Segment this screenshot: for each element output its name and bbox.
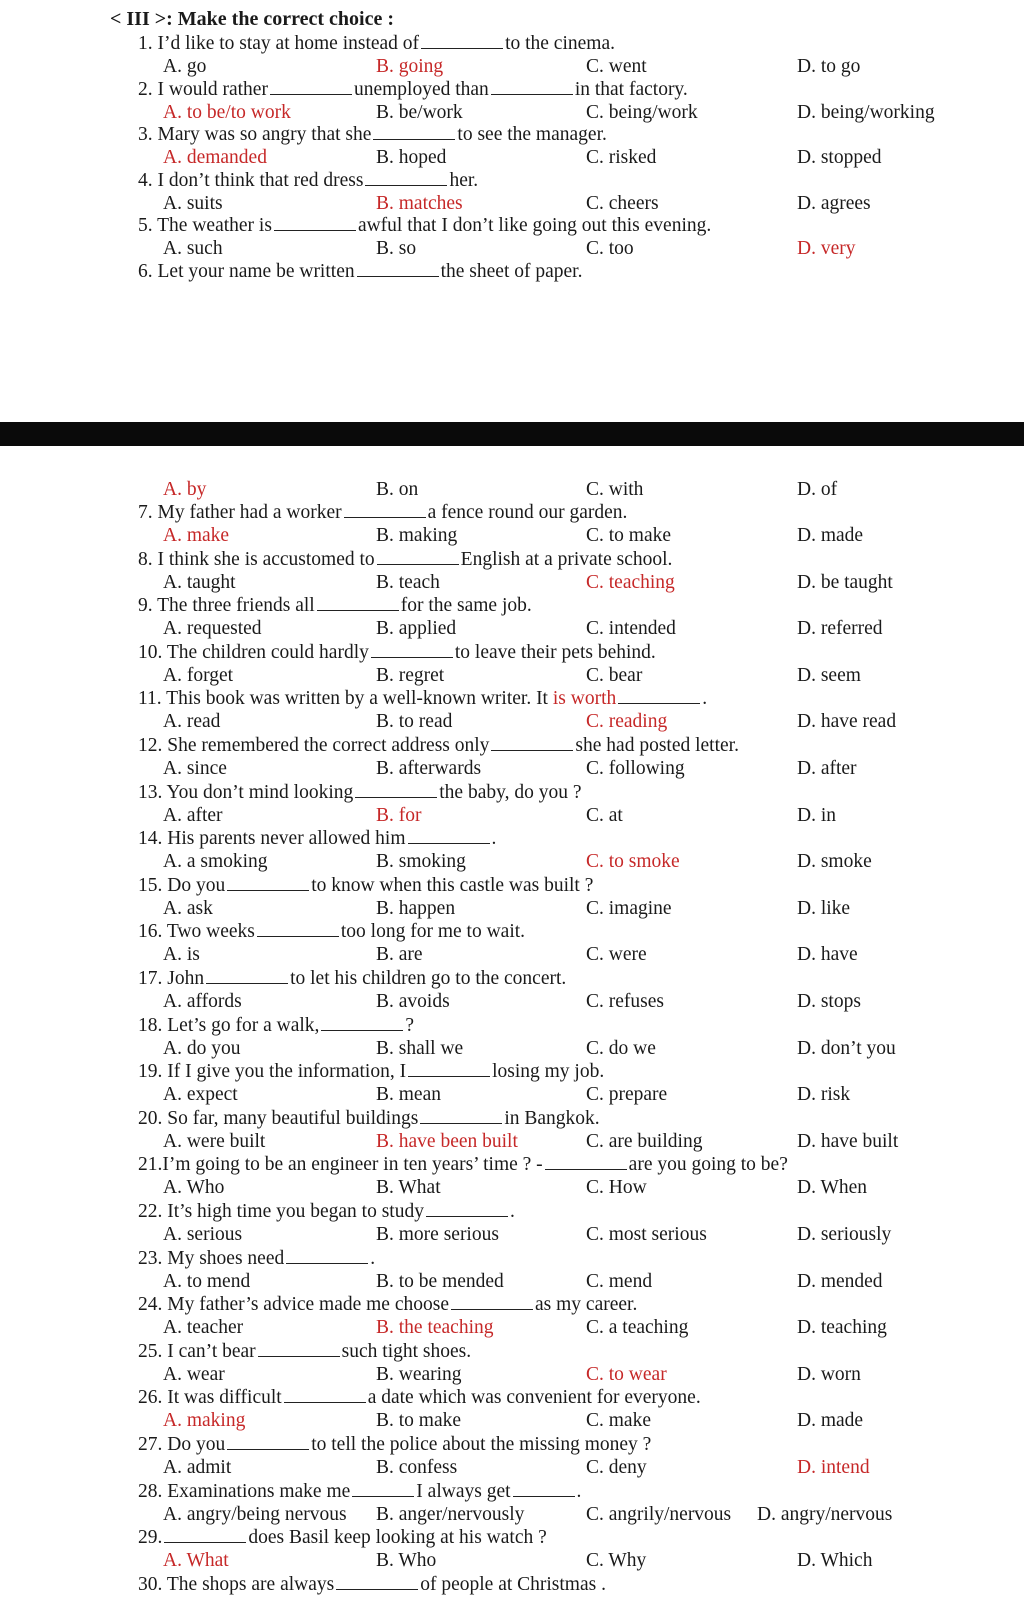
option-d[interactable]: D. mended: [797, 1270, 883, 1292]
option-a[interactable]: A. angry/being nervous: [163, 1503, 347, 1525]
option-a[interactable]: A. make: [163, 525, 230, 546]
stem-text: 5. The weather is: [138, 215, 272, 236]
question-9-options: [0, 617, 1024, 640]
option-c[interactable]: C. prepare: [586, 1084, 668, 1106]
stem-text: are you going to be?: [628, 1154, 788, 1176]
question-4-options: [0, 192, 1024, 215]
stem-text: 10. The children could hardly: [138, 641, 369, 663]
stem-text: awful that I don’t like going out this evening.: [357, 215, 712, 236]
option-d[interactable]: D. seriously: [797, 1224, 892, 1245]
option-a[interactable]: A. forget: [163, 664, 234, 686]
stem-text: of people at Christmas .: [420, 1573, 606, 1595]
stem-text: for the same job.: [400, 595, 532, 617]
option-d[interactable]: D. of: [797, 479, 838, 500]
question-19-options: [0, 1083, 1024, 1106]
question-8-stem: [138, 548, 672, 571]
option-c[interactable]: C. imagine: [586, 897, 672, 919]
section-heading: < III >: Make the correct choice :: [110, 8, 394, 30]
question-26-options: [0, 1409, 1024, 1432]
question-22-options: [0, 1223, 1024, 1246]
option-b[interactable]: B. to be mended: [376, 1270, 504, 1292]
question-25-options: [0, 1363, 1024, 1386]
stem-text: 28. Examinations make me: [138, 1480, 351, 1502]
option-d[interactable]: D. stopped: [797, 147, 882, 168]
question-1-options: [0, 55, 1024, 78]
stem-text: 30. The shops are always: [138, 1573, 335, 1595]
stem-text: 11. This book was written by a well-known writer. It: [138, 688, 553, 710]
stem-text: 7. My father had a worker: [138, 502, 342, 523]
option-b[interactable]: B. anger/nervously: [376, 1503, 525, 1525]
question-10-stem: [138, 641, 656, 664]
option-d[interactable]: D. intend: [797, 1457, 870, 1478]
answer-blank[interactable]: [377, 549, 459, 565]
option-a[interactable]: A. suits: [163, 192, 223, 214]
stem-text: 17. John: [138, 968, 205, 989]
option-d[interactable]: D. Which: [797, 1550, 873, 1572]
option-b[interactable]: B. to read: [376, 711, 453, 733]
question-11-stem: [138, 687, 707, 710]
option-c[interactable]: C. mend: [586, 1270, 653, 1292]
answer-blank[interactable]: [371, 642, 453, 658]
question-5-stem: [138, 214, 711, 237]
option-a[interactable]: A. read: [163, 711, 221, 733]
option-c[interactable]: C. a teaching: [586, 1317, 689, 1339]
option-d[interactable]: D. teaching: [797, 1317, 887, 1339]
question-27-stem: [138, 1433, 651, 1456]
option-d[interactable]: D. be taught: [797, 571, 893, 593]
stem-text: a fence round our garden.: [427, 502, 628, 523]
question-17-stem: [138, 967, 566, 990]
question-14-stem: [138, 827, 496, 850]
answer-blank[interactable]: [227, 1434, 309, 1450]
option-a[interactable]: A. to be/to work: [163, 101, 291, 123]
answer-blank[interactable]: [258, 1341, 340, 1357]
question-12-stem: [138, 734, 739, 757]
option-d[interactable]: D. stops: [797, 991, 861, 1012]
stem-text: .: [576, 1480, 582, 1502]
answer-blank[interactable]: [270, 79, 352, 95]
option-c[interactable]: C. being/work: [586, 101, 698, 123]
stem-text: as my career.: [535, 1294, 638, 1316]
option-d[interactable]: D. When: [797, 1177, 868, 1199]
option-d[interactable]: D. smoke: [797, 851, 872, 873]
option-a[interactable]: A. to mend: [163, 1270, 251, 1292]
answer-blank[interactable]: [344, 502, 426, 518]
question-16-options: [0, 943, 1024, 966]
option-b[interactable]: B. hoped: [376, 147, 447, 168]
stem-text: to the cinema.: [505, 33, 615, 54]
option-c[interactable]: C. How: [586, 1177, 647, 1199]
answer-blank[interactable]: [373, 124, 455, 140]
black-divider-bar: [0, 422, 1024, 446]
question-5-options: [0, 237, 1024, 260]
question-12-options: [0, 757, 1024, 780]
question-15-stem: [138, 874, 593, 897]
option-a[interactable]: A. wear: [163, 1363, 225, 1385]
worksheet-bottom: [0, 446, 1024, 1621]
stem-text: 24. My father’s advice made me choose: [138, 1294, 449, 1316]
question-27-options: [0, 1456, 1024, 1479]
question-3-stem: [138, 123, 607, 146]
option-c[interactable]: C. cheers: [586, 192, 659, 214]
answer-blank[interactable]: [426, 1201, 508, 1217]
option-a[interactable]: A. after: [163, 804, 223, 826]
option-d[interactable]: D. agrees: [797, 192, 871, 214]
answer-blank[interactable]: [420, 1108, 502, 1124]
option-b[interactable]: B. confess: [376, 1457, 458, 1478]
stem-text: 23. My shoes need: [138, 1247, 285, 1269]
stem-text: 26. It was difficult: [138, 1387, 282, 1409]
answer-blank[interactable]: [513, 1481, 575, 1497]
option-a[interactable]: A. requested: [163, 618, 262, 640]
question-6-options-continued: [0, 478, 1024, 501]
option-c[interactable]: C. to smoke: [586, 851, 680, 873]
answer-blank[interactable]: [357, 261, 439, 277]
question-24-options: [0, 1316, 1024, 1339]
option-d[interactable]: D. after: [797, 758, 857, 779]
answer-blank[interactable]: [336, 1574, 418, 1590]
option-b[interactable]: B. for: [376, 804, 422, 826]
stem-text: 13. You don’t mind looking: [138, 781, 354, 803]
option-c[interactable]: C. with: [586, 479, 644, 500]
option-b[interactable]: B. mean: [376, 1084, 441, 1106]
stem-text: .: [491, 828, 497, 850]
stem-text: 3. Mary was so angry that she: [138, 124, 372, 145]
question-29-stem: [138, 1526, 547, 1549]
stem-text: 12. She remembered the correct address only: [138, 735, 490, 756]
question-11-options: [0, 710, 1024, 733]
option-a[interactable]: A. is: [163, 944, 200, 966]
option-b[interactable]: B. on: [376, 479, 419, 500]
answer-blank[interactable]: [491, 79, 573, 95]
stem-text: 25. I can’t bear: [138, 1340, 256, 1362]
stem-text: a date which was convenient for everyone.: [367, 1387, 701, 1409]
option-d[interactable]: D. have: [797, 944, 858, 966]
option-b[interactable]: B. What: [376, 1177, 441, 1199]
option-a[interactable]: A. Who: [163, 1177, 225, 1199]
option-b[interactable]: B. the teaching: [376, 1317, 494, 1339]
answer-blank[interactable]: [365, 170, 447, 186]
stem-text: 1. I’d like to stay at home instead of: [138, 33, 420, 54]
question-13-options: [0, 804, 1024, 827]
option-c[interactable]: C. to wear: [586, 1363, 667, 1385]
stem-text: too long for me to wait.: [340, 921, 526, 943]
stem-text: to see the manager.: [457, 124, 607, 145]
answer-blank[interactable]: [355, 782, 437, 798]
option-d[interactable]: D. like: [797, 897, 851, 919]
option-d[interactable]: D. very: [797, 238, 856, 259]
option-d[interactable]: D. worn: [797, 1363, 861, 1385]
option-a[interactable]: A. go: [163, 56, 207, 77]
answer-blank[interactable]: [408, 828, 490, 844]
question-16-stem: [138, 920, 525, 943]
stem-text: 21.I’m going to be an engineer in ten years’ time ? -: [138, 1154, 543, 1176]
option-c[interactable]: C. do we: [586, 1037, 656, 1059]
stem-text: losing my job.: [492, 1061, 605, 1083]
stem-text: .: [702, 688, 708, 710]
option-c[interactable]: C. following: [586, 758, 685, 779]
option-c[interactable]: C. bear: [586, 664, 643, 686]
option-d[interactable]: D. don’t you: [797, 1037, 896, 1059]
option-b[interactable]: B. matches: [376, 192, 463, 214]
option-c[interactable]: C. to make: [586, 525, 672, 546]
stem-text: her.: [449, 169, 479, 191]
stem-text: 19. If I give you the information, I: [138, 1061, 407, 1083]
stem-text: to tell the police about the missing money ?: [311, 1434, 652, 1455]
option-c[interactable]: C. went: [586, 56, 647, 77]
option-c[interactable]: C. angrily/nervous: [586, 1503, 732, 1525]
option-d[interactable]: D. made: [797, 525, 864, 546]
option-a[interactable]: A. a smoking: [163, 851, 268, 873]
answer-blank[interactable]: [545, 1154, 627, 1170]
option-b[interactable]: B. have been built: [376, 1130, 518, 1152]
question-23-stem: [138, 1247, 375, 1270]
question-1-stem: [138, 32, 615, 55]
option-c[interactable]: C. were: [586, 944, 647, 966]
option-b[interactable]: B. are: [376, 944, 423, 966]
stem-text: I always get: [416, 1480, 511, 1502]
question-21-stem: [138, 1153, 788, 1176]
option-b[interactable]: B. avoids: [376, 991, 450, 1012]
question-20-options: [0, 1130, 1024, 1153]
stem-text: 14. His parents never allowed him: [138, 828, 406, 850]
question-28-stem: [138, 1480, 581, 1503]
stem-text: in that factory.: [574, 78, 688, 100]
option-c[interactable]: C. too: [586, 238, 634, 259]
option-a[interactable]: A. were built: [163, 1130, 266, 1152]
option-a[interactable]: A. by: [163, 479, 207, 500]
question-17-options: [0, 990, 1024, 1013]
stem-text: to know when this castle was built ?: [311, 874, 594, 896]
option-d[interactable]: D. have read: [797, 711, 897, 733]
option-b[interactable]: B. Who: [376, 1550, 437, 1572]
answer-blank[interactable]: [164, 1527, 246, 1543]
option-c[interactable]: C. are building: [586, 1130, 703, 1152]
stem-text: 9. The three friends all: [138, 595, 315, 617]
option-b[interactable]: B. shall we: [376, 1037, 464, 1059]
option-a[interactable]: A. expect: [163, 1084, 238, 1106]
stem-text: such tight shoes.: [341, 1340, 472, 1362]
option-b[interactable]: B. be/work: [376, 101, 463, 123]
stem-text: unemployed than: [353, 78, 489, 100]
question-26-stem: [138, 1386, 701, 1409]
option-c[interactable]: C. Why: [586, 1550, 647, 1572]
question-23-options: [0, 1270, 1024, 1293]
option-b[interactable]: B. so: [376, 238, 417, 259]
stem-text: in Bangkok.: [504, 1107, 600, 1129]
question-2-stem: [138, 78, 688, 101]
answer-blank[interactable]: [408, 1061, 490, 1077]
stem-text: 2. I would rather: [138, 78, 268, 100]
option-a[interactable]: A. serious: [163, 1224, 243, 1245]
option-d[interactable]: D. being/working: [797, 101, 935, 123]
option-c[interactable]: C. deny: [586, 1457, 647, 1478]
question-18-stem: [138, 1014, 414, 1037]
option-b[interactable]: B. afterwards: [376, 758, 482, 779]
option-a[interactable]: A. affords: [163, 991, 242, 1012]
answer-blank[interactable]: [206, 968, 288, 984]
option-a[interactable]: A. taught: [163, 571, 236, 593]
stem-text: .: [509, 1201, 515, 1222]
question-20-stem: [138, 1107, 600, 1130]
option-b[interactable]: B. regret: [376, 664, 445, 686]
question-13-stem: [138, 781, 582, 804]
question-4-stem: [138, 169, 478, 192]
option-a[interactable]: A. What: [163, 1550, 229, 1572]
question-18-options: [0, 1037, 1024, 1060]
stem-text: 27. Do you: [138, 1434, 226, 1455]
stem-text: 4. I don’t think that red dress: [138, 169, 364, 191]
option-c[interactable]: C. intended: [586, 618, 676, 640]
stem-text: 29.: [138, 1527, 163, 1549]
option-d[interactable]: D. risk: [797, 1084, 851, 1106]
option-b[interactable]: B. happen: [376, 897, 456, 919]
option-b[interactable]: B. teach: [376, 571, 440, 593]
stem-text: to leave their pets behind.: [454, 641, 656, 663]
option-d[interactable]: D. seem: [797, 664, 861, 686]
option-a[interactable]: A. admit: [163, 1457, 232, 1478]
stem-text: the baby, do you ?: [439, 781, 582, 803]
question-21-options: [0, 1176, 1024, 1199]
answer-blank[interactable]: [491, 735, 573, 751]
option-c[interactable]: C. most serious: [586, 1224, 707, 1245]
option-a[interactable]: A. ask: [163, 897, 213, 919]
option-c[interactable]: C. at: [586, 804, 623, 826]
option-d[interactable]: D. have built: [797, 1130, 899, 1152]
option-c[interactable]: C. reading: [586, 711, 668, 733]
answer-blank[interactable]: [284, 1387, 366, 1403]
stem-text: does Basil keep looking at his watch ?: [248, 1527, 547, 1549]
option-a[interactable]: A. making: [163, 1410, 246, 1432]
question-25-stem: [138, 1340, 471, 1363]
question-9-stem: [138, 594, 532, 617]
question-15-options: [0, 897, 1024, 920]
answer-blank[interactable]: [451, 1294, 533, 1310]
option-d[interactable]: D. referred: [797, 618, 883, 640]
option-a[interactable]: A. demanded: [163, 147, 267, 168]
stem-text: 6. Let your name be written: [138, 260, 355, 282]
stem-text: the sheet of paper.: [440, 260, 583, 282]
stem-text: to let his children go to the concert.: [290, 968, 567, 989]
worksheet-top: [0, 0, 1024, 422]
option-d[interactable]: D. to go: [797, 56, 861, 77]
option-b[interactable]: B. applied: [376, 618, 457, 640]
option-a[interactable]: A. teacher: [163, 1317, 244, 1339]
option-c[interactable]: C. risked: [586, 147, 657, 168]
answer-blank[interactable]: [352, 1481, 414, 1497]
question-29-options: [0, 1549, 1024, 1572]
option-b[interactable]: B. to make: [376, 1410, 462, 1432]
option-a[interactable]: A. such: [163, 238, 223, 259]
stem-text: 22. It’s high time you began to study: [138, 1201, 424, 1222]
answer-blank[interactable]: [618, 688, 700, 704]
question-2-options: [0, 101, 1024, 124]
stem-text: English at a private school.: [460, 548, 673, 570]
option-d[interactable]: D. made: [797, 1410, 864, 1432]
answer-blank[interactable]: [257, 921, 339, 937]
answer-blank[interactable]: [317, 595, 399, 611]
question-22-stem: [138, 1200, 515, 1223]
option-b[interactable]: B. wearing: [376, 1363, 462, 1385]
option-a[interactable]: A. since: [163, 758, 227, 779]
stem-text: 16. Two weeks: [138, 921, 255, 943]
stem-text: 20. So far, many beautiful buildings: [138, 1107, 419, 1129]
option-b[interactable]: B. smoking: [376, 851, 466, 873]
question-14-options: [0, 850, 1024, 873]
question-28-options: [0, 1503, 1024, 1526]
option-b[interactable]: B. making: [376, 525, 458, 546]
question-30-stem: [138, 1573, 606, 1596]
question-24-stem: [138, 1293, 637, 1316]
stem-text: ?: [405, 1014, 415, 1036]
question-8-options: [0, 571, 1024, 594]
option-c[interactable]: C. refuses: [586, 991, 664, 1012]
question-19-stem: [138, 1060, 604, 1083]
option-d[interactable]: D. in: [797, 804, 836, 826]
stem-text: she had posted letter.: [575, 735, 739, 756]
question-7-options: [0, 524, 1024, 547]
stem-text: .: [370, 1247, 376, 1269]
question-10-options: [0, 664, 1024, 687]
stem-text: is worth: [552, 688, 617, 710]
answer-blank[interactable]: [227, 875, 309, 891]
option-b[interactable]: B. going: [376, 56, 444, 77]
option-c[interactable]: C. teaching: [586, 571, 675, 593]
stem-text: 18. Let’s go for a walk,: [138, 1014, 320, 1036]
question-3-options: [0, 146, 1024, 169]
question-6-stem: [138, 260, 582, 283]
question-7-stem: [138, 501, 627, 524]
answer-blank[interactable]: [321, 1015, 403, 1031]
option-d[interactable]: D. angry/nervous: [757, 1503, 893, 1525]
option-a[interactable]: A. do you: [163, 1037, 241, 1059]
answer-blank[interactable]: [274, 215, 356, 231]
answer-blank[interactable]: [286, 1248, 368, 1264]
stem-text: 15. Do you: [138, 874, 226, 896]
stem-text: 8. I think she is accustomed to: [138, 548, 375, 570]
answer-blank[interactable]: [421, 33, 503, 49]
option-c[interactable]: C. make: [586, 1410, 651, 1432]
option-b[interactable]: B. more serious: [376, 1224, 499, 1245]
